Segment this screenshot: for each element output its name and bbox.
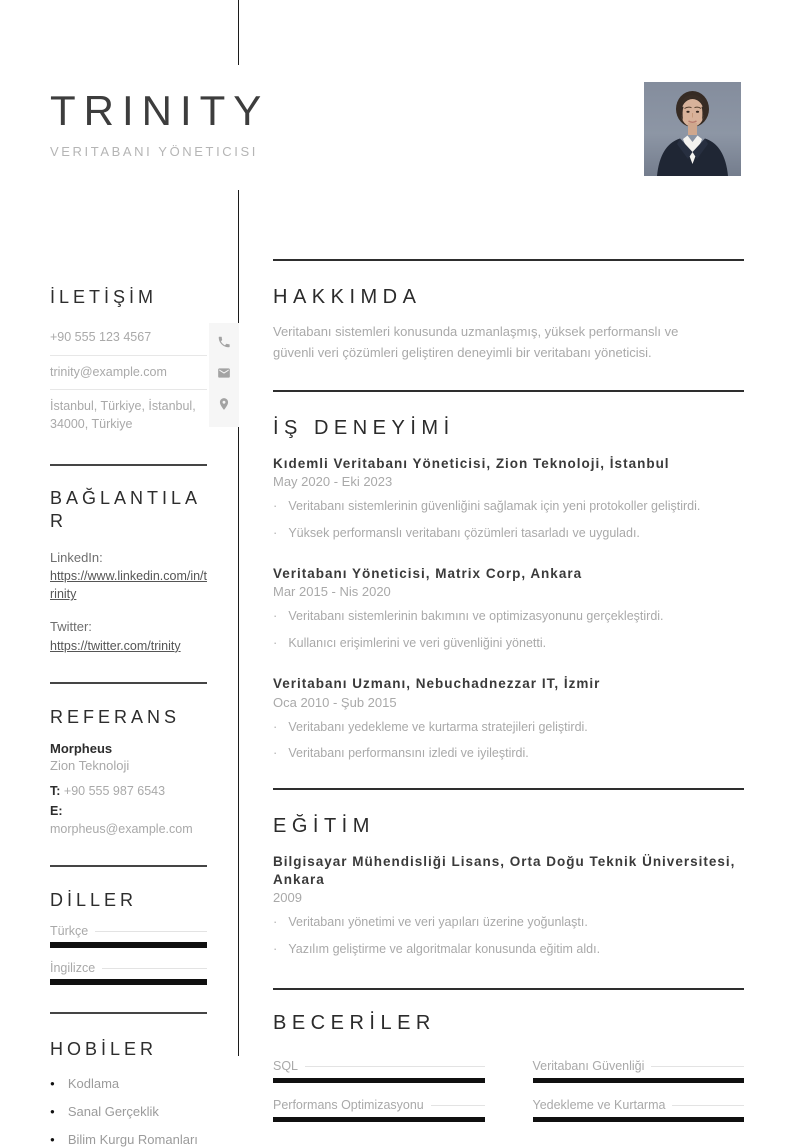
contact-address: İstanbul, Türkiye, İstanbul, 34000, Türkiye (50, 398, 196, 431)
reference-phone (50, 782, 207, 800)
links-section (50, 548, 207, 655)
skill-level-bar (533, 1078, 745, 1083)
education-heading: EĞİTİM (273, 815, 375, 838)
experience-entry (273, 675, 744, 763)
section-rule (273, 788, 744, 790)
hobbies-heading: HOBİLER (50, 1039, 158, 1060)
contact-phone: +90 555 123 4567 (50, 321, 207, 355)
linkedin-link[interactable]: https://www.linkedin.com/in/trinity (50, 569, 208, 602)
skill-item (273, 1059, 485, 1083)
reference-name: Morpheus (50, 741, 113, 757)
language-name: İngilizce (50, 961, 96, 976)
section-rule (273, 390, 744, 392)
skill-name: Yedekleme ve Kurtarma (532, 1098, 666, 1113)
mail-icon (217, 366, 231, 385)
education-bullet: · Yazılım geliştirme ve algoritmalar konusunda eğitim aldı. (273, 940, 744, 959)
job-title: Kıdemli Veritabanı Yöneticisi, Zion Teknoloji, İstanbul (273, 455, 670, 471)
job-bullet: · Yüksek performanslı veritabanı çözümleri tasarladı ve uyguladı. (273, 524, 744, 543)
language-level-bar (50, 979, 207, 985)
section-divider (50, 682, 207, 684)
education-entry (273, 853, 744, 959)
reference-email-value: morpheus@example.com (50, 821, 193, 836)
experience-entry (273, 565, 744, 653)
language-level-bar (50, 942, 207, 948)
header (50, 88, 610, 159)
section-rule (273, 988, 744, 990)
language-name: Türkçe (50, 924, 89, 939)
contact-section (50, 321, 207, 441)
reference-phone-value: +90 555 987 6543 (63, 784, 166, 799)
vertical-divider-top (238, 0, 239, 65)
contact-email: trinity@example.com (50, 356, 207, 390)
skill-level-bar (273, 1078, 485, 1083)
skill-item (533, 1059, 745, 1083)
languages-section (50, 924, 207, 985)
job-title: Veritabanı Uzmanı, Nebuchadnezzar IT, İzmir (273, 676, 601, 692)
profile-photo (644, 82, 741, 176)
section-rule (273, 259, 744, 261)
reference-section (50, 741, 207, 837)
section-divider (50, 1012, 207, 1014)
language-item (50, 924, 207, 948)
experience-entry (273, 455, 744, 543)
section-divider (50, 865, 207, 867)
job-dates: May 2020 - Eki 2023 (273, 474, 393, 490)
about-text: Veritabanı sistemleri konusunda uzmanlaşmış, yüksek performanslı ve güvenli veri çözümleri geliştiren deneyimli bir veritabanı yöneticisi. (273, 324, 679, 360)
skill-name: Veritabanı Güvenliği (532, 1059, 645, 1074)
reference-company: Zion Teknoloji (50, 758, 130, 774)
job-bullet: · Veritabanı sistemlerinin güvenliğini sağlamak için yeni protokoller geliştirdi. (273, 497, 744, 516)
job-dates: Mar 2015 - Nis 2020 (273, 584, 391, 600)
contact-icon-strip (209, 323, 239, 427)
hobby-item: ● Sanal Gerçeklik (50, 1104, 207, 1119)
vertical-divider-bottom (238, 190, 239, 1056)
skill-name: Performans Optimizasyonu (273, 1098, 424, 1113)
hobby-item: ● Kodlama (50, 1076, 207, 1091)
main-column (273, 259, 744, 1122)
languages-heading: DİLLER (50, 889, 138, 910)
phone-label: T: (50, 784, 61, 799)
job-dates: Oca 2010 - Şub 2015 (273, 694, 397, 710)
skill-name: SQL (273, 1059, 299, 1074)
skills-section (273, 1059, 744, 1122)
linkedin-label: LinkedIn: (50, 549, 103, 565)
hobby-item: ● Bilim Kurgu Romanları (50, 1132, 207, 1147)
education-bullet: · Veritabanı yönetimi ve veri yapıları üzerine yoğunlaştı. (273, 913, 744, 932)
job-bullet: · Veritabanı performansını izledi ve iyileştirdi. (273, 744, 744, 763)
job-bullet: · Veritabanı sistemlerinin bakımını ve optimizasyonunu gerçekleştirdi. (273, 607, 744, 626)
phone-icon (217, 335, 231, 354)
person-job-title: VERITABANI YÖNETICISI (50, 144, 258, 160)
twitter-label: Twitter: (50, 619, 92, 635)
job-bullet: · Veritabanı yedekleme ve kurtarma stratejileri geliştirdi. (273, 718, 744, 737)
skill-item (273, 1098, 485, 1122)
about-heading: HAKKIMDA (273, 286, 422, 308)
job-bullet: · Kullanıcı erişimlerini ve veri güvenliğini yönetti. (273, 634, 744, 653)
skills-heading: BECERİLER (273, 1012, 436, 1035)
email-label: E: (50, 803, 63, 818)
profile-photo-illustration (644, 82, 741, 176)
degree-year: 2009 (273, 890, 302, 906)
person-name: TRINITY (50, 87, 270, 134)
skill-item (533, 1098, 745, 1122)
experience-heading: İŞ DENEYİMİ (273, 416, 455, 439)
links-heading: BAĞLANTILAR (50, 487, 202, 532)
reference-email (50, 802, 207, 838)
twitter-link[interactable]: https://twitter.com/trinity (50, 638, 181, 653)
contact-heading: İLETİŞİM (50, 287, 158, 307)
location-icon (217, 397, 231, 416)
degree-title: Bilgisayar Mühendisliği Lisans, Orta Doğu Teknik Üniversitesi, Ankara (273, 854, 736, 887)
sidebar (50, 286, 207, 1147)
job-title: Veritabanı Yöneticisi, Matrix Corp, Ankara (273, 565, 583, 581)
section-divider (50, 464, 207, 466)
hobbies-section (50, 1076, 207, 1147)
language-item (50, 961, 207, 985)
reference-heading: REFERANS (50, 707, 181, 728)
